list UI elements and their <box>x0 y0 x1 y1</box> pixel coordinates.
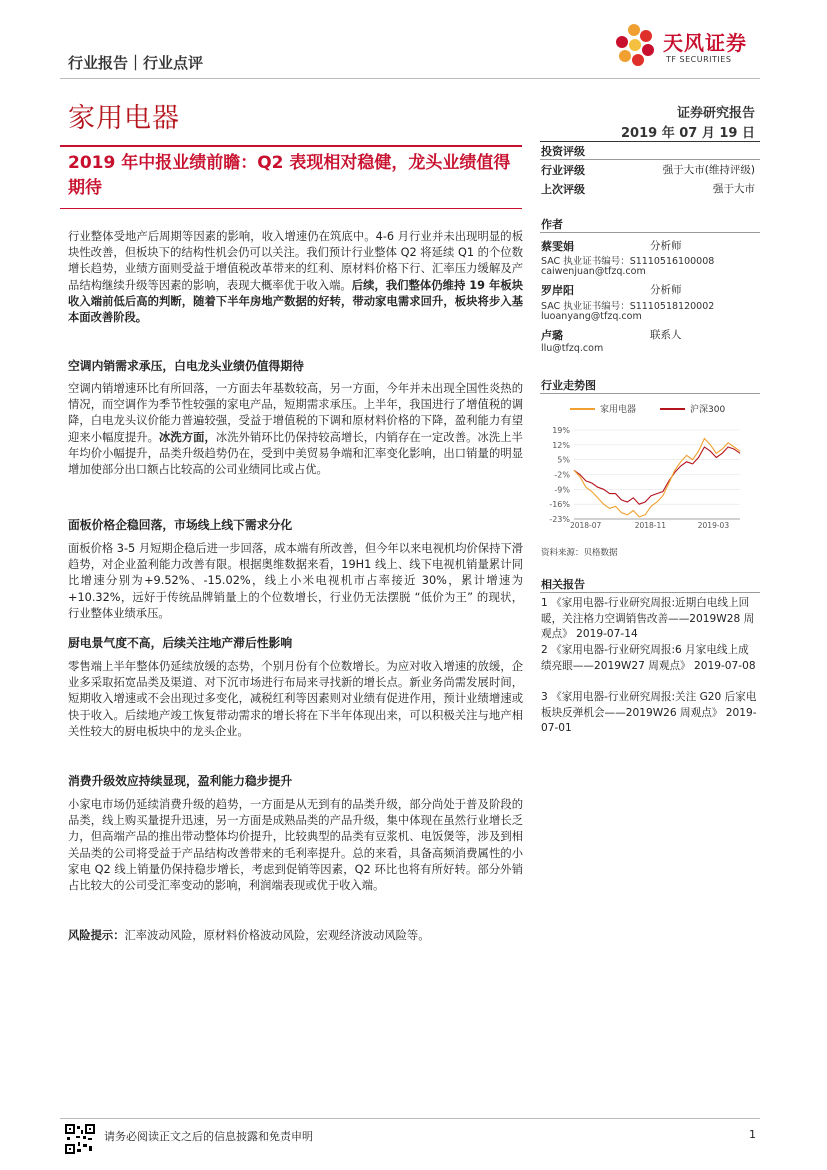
intro-text: 行业整体受地产后周期等因素的影响，收入增速仍在筑底中。4-6 月行业并未出现明显的板块性改善，但板块下的结构性机会仍可以关注。我们预计行业整体 Q2 将延续 Q1 的个位数增长趋势，业绩方面则受益于增值税改革带来的红利、原材料价格下行、汇率压力缓解及产品结构继续升级等因素的影响，表现大概率优于收入端。 <box>68 230 523 292</box>
author-email[interactable]: luoanyang@tfzq.com <box>541 311 642 322</box>
x-axis-ticks <box>570 521 729 530</box>
y-tick-label: -23% <box>549 515 570 524</box>
y-tick-label: -2% <box>554 470 570 480</box>
authors-heading: 作者 <box>541 218 563 231</box>
y-axis-ticks <box>549 426 570 524</box>
trend-heading: 行业走势图 <box>541 379 596 392</box>
x-tick-label: 2018-07 <box>569 521 602 530</box>
section-aircon-title: 空调内销需求承压，白电龙头业绩仍值得期待 <box>68 359 304 373</box>
author-role: 分析师 <box>650 284 682 296</box>
related-report-item[interactable]: 3 《家用电器-行业研究周报:关注 G20 后家电板块反弹机会——2019W26 周观点》 2019-07-01 <box>541 691 757 734</box>
rating-value: 强于大市(维持评级) <box>662 164 755 176</box>
legend-label-hs300: 沪深300 <box>690 405 726 415</box>
qr-code-icon <box>65 1124 95 1154</box>
author-name: 罗岸阳 <box>541 284 574 297</box>
risk-warning <box>68 928 523 944</box>
page-title: 2019 年中报业绩前瞻：Q2 表现相对稳健，龙头业绩值得期待 <box>68 153 511 198</box>
page-number: 1 <box>749 1128 756 1141</box>
y-tick-label: 19% <box>552 426 570 435</box>
related-heading: 相关报告 <box>541 578 585 591</box>
section-panel-title: 面板价格企稳回落，市场线上线下需求分化 <box>68 518 293 532</box>
author-name: 卢璐 <box>541 329 563 342</box>
author-cert: SAC 执业证书编号：S1110518120002 <box>541 301 715 312</box>
author-role: 分析师 <box>650 240 682 252</box>
logo-flower-icon <box>616 24 654 66</box>
risk-label: 风险提示： <box>68 929 125 942</box>
industry-trend-chart <box>540 398 760 534</box>
section-kitchen-title: 厨电景气度不高，后续关注地产滞后性影响 <box>68 636 293 650</box>
section-aircon-body: 空调内销增速环比有所回落，一方面去年基数较高，另一方面，今年并未出现全国性炎热的情况，而空调作为季节性较强的家电产品，短期需求承压。上半年，我国进行了增值税的调降，白电龙头议价能力普遍较强，受益于增值税的下调和原材料价格的下降，盈利能力有望迎来小幅度提升。 <box>68 382 523 444</box>
author-email[interactable]: caiwenjuan@tfzq.com <box>541 266 646 277</box>
report-date: 2019 年 07 月 19 日 <box>621 126 755 141</box>
y-tick-label: -16% <box>549 500 570 510</box>
sidebar-rule <box>540 592 760 593</box>
y-tick-label: 5% <box>557 455 570 465</box>
chart-source: 资料来源：贝格数据 <box>541 548 618 558</box>
section-aircon-text <box>68 381 523 478</box>
author-email[interactable]: llu@tfzq.com <box>541 343 604 354</box>
title-divider-bottom <box>60 208 522 209</box>
section-panel-text: 面板价格 3-5 月短期企稳后进一步回落，成本端有所改善，但今年以来电视机均价保持下滑趋势，对企业盈利能力改善有限。根据奥维数据来看，19H1 线上、线下电视机销量累计同比增速分别为+9.52%、-15.02%，线上小米电视机市占率接近 30%，累计增速为+10.32%，远好于传统品牌销量上的个位数增长，行业仍无法摆脱 “低价为王” 的现状，行业整体业绩承压。 <box>68 542 523 620</box>
company-name-en: TF SECURITIES <box>666 55 732 64</box>
section-aircon-bold: 冰洗方面， <box>159 430 216 444</box>
author-name: 蔡雯娟 <box>541 240 574 253</box>
chart-legend <box>570 403 725 415</box>
prev-rating-label: 上次评级 <box>541 183 585 196</box>
header-divider <box>60 78 760 79</box>
footer-divider <box>60 1118 760 1119</box>
sidebar-rule-top <box>540 141 760 142</box>
sidebar-rule <box>540 393 760 394</box>
sidebar-rule <box>540 159 760 160</box>
related-report-item[interactable]: 1 《家用电器-行业研究周报:近期白电线上回暖，关注格力空调销售改善——2019W28 周观点》 2019-07-14 <box>541 597 755 640</box>
company-name: 天风证券 <box>663 31 747 55</box>
rating-label: 行业评级 <box>541 164 585 177</box>
author-cert: SAC 执业证书编号：S1110516100008 <box>541 256 715 267</box>
related-report-item[interactable]: 2 《家用电器-行业研究周报:6 月家电线上成绩亮眼——2019W27 周观点》 2019-07-08 <box>541 644 756 672</box>
intro-paragraph <box>68 229 523 326</box>
section-small-appliance-title: 消费升级效应持续显现，盈利能力稳步提升 <box>68 774 293 788</box>
risk-text: 汇率波动风险，原材料价格波动风险，宏观经济波动风险等。 <box>124 929 430 942</box>
disclaimer-text: 请务必阅读正文之后的信息披露和免责申明 <box>104 1130 313 1143</box>
prev-rating-value: 强于大市 <box>713 183 755 195</box>
x-tick-label: 2019-03 <box>697 521 730 530</box>
intro-bold-text: 后续，我们整体仍维持 19 年板块收入端前低后高的判断，随着下半年房地产数据的好转，带动家电需求回升，板块将步入基本面改善阶段。 <box>68 278 523 325</box>
legend-label-appliance: 家用电器 <box>600 405 637 415</box>
rating-heading: 投资评级 <box>541 145 585 158</box>
section-aircon-body2: 冰洗外销环比仍保持较高增长，内销存在一定改善。冰洗上半年均价小幅提升，品类升级趋势仍在，受到中美贸易争端和汇率变化影响，出口销量的明显增加使部分出口额占比较高的公司业绩同比或占优。 <box>68 430 523 477</box>
author-role: 联系人 <box>650 329 682 341</box>
series-line-appliance <box>574 439 740 517</box>
x-tick-label: 2018-11 <box>634 521 667 530</box>
report-category: 行业报告｜行业点评 <box>68 54 204 72</box>
industry-title: 家用电器 <box>68 103 180 134</box>
chart-gridlines <box>574 430 740 519</box>
series-line-hs300 <box>574 447 740 504</box>
report-type: 证券研究报告 <box>676 106 755 121</box>
title-divider-top <box>60 145 522 147</box>
section-kitchen-text: 零售端上半年整体仍延续放缓的态势，个别月份有个位数增长。为应对收入增速的放缓，企业多采取拓宽品类及渠道、对下沉市场进行布局来寻找新的增长点。新业务尚需发展时间，短期收入增速或不会出现过多变化，减税红利等因素则对业绩有促进作用，预计业绩增速或快于收入。后续地产竣工恢复带动需求的增长将在下半年体现出来，可以积极关注与地产相关性较大的厨电板块中的龙头企业。 <box>68 660 523 738</box>
y-tick-label: 12% <box>552 440 570 450</box>
y-tick-label: -9% <box>554 485 570 495</box>
sidebar-rule <box>540 232 760 233</box>
section-small-appliance-text: 小家电市场仍延续消费升级的趋势，一方面是从无到有的品类升级，部分尚处于普及阶段的品类，线上购买量提升迅速，另一方面是成熟品类的产品升级，集中体现在虽然行业增长乏力，但高端产品的推出带动整体均价提升，比较典型的品类有豆浆机、电饭煲等，涉及到相关品类的公司将受益于产品结构改善带来的毛利率提升。总的来看，具备高频消费属性的小家电 Q2 线上销量仍保持稳步增长，考虑到促销等因素，Q2 环比也将有所好转。部分外销占比较大的公司受汇率变动的影响，利润端表现或优于收入端。 <box>68 798 523 893</box>
